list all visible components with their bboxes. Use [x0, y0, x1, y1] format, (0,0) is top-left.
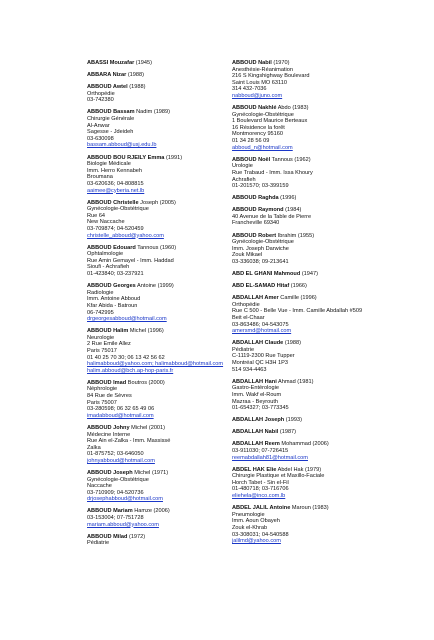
entry-detail-line: 03-863486; 04-543075 — [232, 321, 289, 328]
doctor-entry — [232, 157, 402, 190]
entry-detail-line: 84 Rue de Sèvres — [87, 393, 132, 400]
entry-detail-line: 03-709874; 04-520459 — [87, 225, 144, 232]
entry-detail-line: Gynécologie-Obstétrique — [232, 111, 294, 118]
doctor-name: ABDALLAH Hani — [232, 378, 277, 385]
entry-detail-line: Rue Trabaud - Imm. Issa Khoury — [232, 169, 313, 176]
entry-detail-line: Kfar Abida - Batroun — [87, 302, 138, 309]
doctor-entry — [232, 340, 402, 373]
entry-detail-line: Pédiatrie — [232, 346, 255, 353]
entry-header — [232, 417, 402, 424]
entry-detail-line: Al-Anwar — [87, 122, 110, 129]
doctor-name: ABBOUD Bassam — [87, 109, 135, 116]
entry-detail-line: Biologie Médicale — [87, 161, 131, 168]
doctor-name-detail: (1972) — [127, 533, 146, 540]
doctor-name: ABBOUD Georges — [87, 283, 136, 290]
entry-detail-line: Orthopédie — [232, 301, 260, 308]
email-link[interactable]: drjosephabboud@hotmail.com — [87, 496, 163, 503]
doctor-name-detail: Hamze (2006) — [132, 508, 170, 515]
entry-detail-line: 01-423840; 03-237921 — [87, 271, 144, 278]
doctor-entry — [232, 467, 402, 500]
entry-header — [232, 379, 402, 386]
entry-detail-line: Achrafieh — [232, 176, 256, 183]
entry-header — [232, 283, 402, 290]
doctor-entry — [232, 283, 402, 290]
entry-detail-line: Paris 75017 — [87, 347, 117, 354]
entry-detail-line: Imm. Aoun Obayeh — [232, 518, 280, 525]
email-link[interactable]: nabboud@juno.com — [232, 92, 283, 99]
entry-detail-line: 03-620636; 04-808815 — [87, 180, 144, 187]
entry-detail-line: Sioufi - Achrafieh — [87, 264, 130, 271]
entry-detail-line: Gynécologie-Obstétrique — [87, 206, 149, 213]
entry-detail-line: Francheville 69340 — [232, 220, 280, 227]
doctor-name: ABDEL JALIL Antoine — [232, 505, 291, 512]
entry-detail-line: Saint Louis MO 63110 — [232, 79, 287, 86]
doctor-name: ABDALLAH Amer — [232, 295, 279, 302]
entry-detail-line: Gynécologie-Obstétrique — [87, 476, 149, 483]
entry-header — [232, 340, 402, 347]
entry-detail-line: Montréal QC H3H 1P3 — [232, 360, 288, 367]
doctor-name: ABDALLAH Reem — [232, 441, 280, 448]
doctor-name: ABBOUD BOU RJEILY Emma — [87, 154, 165, 161]
entry-detail-line: Anesthésie-Réanimation — [232, 66, 293, 73]
entry-detail-line: C-1119-2300 Rue Tupper — [232, 353, 295, 360]
doctor-name-detail: Michel (1996) — [128, 328, 164, 335]
email-link[interactable]: abboud_n@hotmail.com — [232, 144, 293, 151]
entry-detail-line: Naccache — [87, 483, 112, 490]
entry-detail-line: New Naccache — [87, 219, 125, 226]
entry-detail-line: Médecine Interne — [87, 431, 131, 438]
entry-detail-line: Montmorency 95160 — [232, 131, 283, 138]
doctor-name-detail: Tannous (1960) — [135, 244, 177, 251]
doctor-name: ABBOUD Christelle — [87, 199, 139, 206]
doctor-entry — [232, 207, 402, 227]
entry-detail-line: 03-630098 — [87, 135, 114, 142]
entry-header — [232, 505, 402, 512]
doctor-entry — [232, 429, 402, 436]
email-link[interactable]: halimabboud@yahoo.com; halimabboud@hotmail.com — [87, 361, 224, 368]
doctor-entry — [232, 417, 402, 424]
entry-detail-line: 40 Avenue de la Table de Pierre — [232, 213, 312, 220]
entry-detail-line: 01-480718; 03-716706 — [232, 486, 289, 493]
entry-header — [232, 295, 402, 302]
entry-detail-line: Chirurgie Générale — [87, 116, 135, 123]
entry-detail-line: Rue Amin Gemayel - Imm. Haddad — [87, 257, 174, 264]
entry-header — [232, 105, 402, 112]
doctor-name-detail: (1970) — [271, 60, 290, 66]
entry-detail-line: Néphrologie — [87, 386, 118, 393]
doctor-name: ABBOUD Robert — [232, 232, 277, 239]
email-link[interactable]: bassam.abboud@usj.edu.lb — [87, 142, 157, 149]
entry-detail-line: 16 Résidence la forêt — [232, 124, 285, 131]
doctor-entry — [232, 105, 402, 151]
entry-detail-line: Chirurgie Plastique et Maxillo-Faciale — [232, 473, 325, 480]
entry-detail-line: 06-742995 — [87, 309, 114, 316]
email-link[interactable]: reemabdallah81@hotmail.com — [232, 454, 308, 461]
entry-detail-line: Rue C 500 - Belle Vue - Imm. Camille Abdallah #509 — [232, 308, 363, 315]
email-link[interactable]: jalilmd@yahoo.com — [232, 538, 281, 545]
doctor-entry — [232, 271, 402, 278]
doctor-name: ABBOUD Noël — [232, 156, 271, 163]
doctor-name: ABDALLAH Nabil — [232, 429, 279, 436]
doctor-name: ABDEL HAK Elie — [232, 466, 277, 473]
doctor-name-detail: (1991) — [164, 154, 183, 161]
doctor-name-detail: (1988) — [283, 340, 302, 347]
doctor-name: ABBOUD Raghda — [232, 195, 279, 202]
doctor-name-detail: (1988) — [126, 72, 144, 79]
entry-detail-line: 01 34 28 56 09 — [232, 138, 270, 145]
doctor-name-detail: Ahmad (1981) — [276, 378, 314, 385]
entry-header — [232, 467, 402, 474]
doctor-name-detail: (1966) — [289, 283, 307, 290]
entry-header — [232, 195, 402, 202]
entry-detail-line: 01-201570; 03-399159 — [232, 183, 289, 190]
doctor-name-detail: (1987) — [278, 429, 297, 436]
doctor-name: ABBOUD Edouard — [87, 244, 136, 251]
doctor-name: ABBOUD Halim — [87, 328, 129, 335]
doctor-name: ABDALLAH Claude — [232, 340, 284, 347]
entry-detail-line: Radiologie — [87, 289, 114, 296]
entry-detail-line: Neurologie — [87, 334, 115, 341]
entry-detail-line: 03-308031; 04-540588 — [232, 531, 289, 538]
entry-detail-line: Orthopédie — [87, 90, 115, 97]
entry-detail-line: 01-654327; 03-773345 — [232, 405, 289, 412]
doctor-name-detail: Maroun (1983) — [290, 505, 329, 512]
doctor-name: ABBOUD Raymond — [232, 207, 284, 214]
entry-detail-line: Zouk Mikael — [232, 252, 263, 259]
email-link[interactable]: mariam.abboud@yahoo.com — [87, 521, 159, 528]
entry-header — [232, 157, 402, 164]
entry-header — [232, 271, 402, 278]
email-link[interactable]: aaimee@cyberia.net.lb — [87, 187, 145, 194]
entry-detail-line: 03-710909; 04-520736 — [87, 489, 144, 496]
doctor-name-detail: (1996) — [278, 195, 297, 202]
doctor-name-detail: Abdel Hak (1979) — [276, 466, 322, 473]
entry-detail-line: Zouk el-Khrab — [232, 524, 268, 531]
doctor-name-detail: (1945) — [134, 60, 152, 66]
entry-header — [232, 60, 402, 67]
entry-detail-line: 01-875752; 03-646050 — [87, 451, 144, 458]
entry-detail-line: 03-280598; 06 32 65 49 06 — [87, 406, 155, 413]
entry-header — [232, 207, 402, 214]
entry-detail-line: Pédiatrie — [87, 540, 110, 547]
entry-detail-line: Mazraa - Beyrouth — [232, 398, 279, 405]
entry-detail-line: Rue Ain el-Zalka - Imm. Massissé — [87, 438, 171, 445]
doctor-name: ABASSI Mouzafar — [87, 60, 135, 66]
doctor-entry — [232, 441, 402, 461]
doctor-name-detail: Ibrahim (1955) — [276, 232, 315, 239]
doctor-name-detail: Mohammad (2006) — [279, 441, 329, 448]
entry-header — [232, 233, 402, 240]
email-link[interactable]: imadabboud@hotmail.com — [87, 412, 154, 419]
doctor-name-detail: (1947) — [300, 271, 318, 278]
entry-detail-line: 03-911030; 07-726415 — [232, 448, 289, 454]
doctor-name-detail: Tannous (1962) — [270, 156, 311, 163]
entry-detail-line: 216 S Kingshighway Boulevard — [232, 73, 310, 80]
entry-detail-line: 314 432-7036 — [232, 86, 267, 93]
doctor-name: ABBOUD Milad — [87, 533, 128, 540]
email-link[interactable]: eliehela@inco.com.lb — [232, 493, 286, 500]
email-link[interactable]: johnyabboud@hotmail.com — [87, 457, 155, 464]
doctor-entry — [232, 233, 402, 266]
doctor-name: ABBOUD Mariam — [87, 508, 133, 515]
entry-detail-line: Pneumologie — [232, 511, 265, 518]
doctor-name-detail: Nadim (1989) — [134, 109, 171, 116]
entry-header — [232, 429, 402, 436]
entry-detail-line: Urologie — [232, 163, 253, 170]
doctor-name: ABBOUD Joseph — [87, 469, 133, 476]
entry-detail-line: Gynécologie-Obstétrique — [232, 239, 294, 246]
doctor-entry — [232, 295, 402, 335]
entry-detail-line: 1 Boulevard Maurice Berteaux — [232, 118, 308, 125]
entry-detail-line: Beit el-Chaar — [232, 315, 265, 321]
doctor-entry — [232, 60, 402, 100]
entry-detail-line: 03-336038; 09-213641 — [232, 258, 289, 265]
doctor-entry — [232, 505, 402, 545]
entry-detail-line: Imm. Herro Kennabeh — [87, 167, 143, 174]
doctor-name: ABBOUD Nakhlé — [232, 105, 277, 112]
doctor-name: ABBOUD Nabil — [232, 60, 272, 66]
email-link[interactable]: drgeorgesabboud@hotmail.com — [87, 316, 167, 323]
entry-detail-line: Imm. Wakf el-Roum — [232, 391, 282, 398]
entry-detail-line: 03-153004; 07-751728 — [87, 515, 144, 522]
entry-detail-line: Gastro-Entérologie — [232, 385, 279, 392]
doctor-name-detail: Camille (1996) — [278, 295, 317, 302]
doctor-name-detail: Antoine (1999) — [135, 283, 174, 290]
doctor-entry — [232, 195, 402, 202]
doctor-name: ABBARA Nizar — [87, 72, 127, 79]
entry-detail-line: Imm. Joseph Darwiche — [232, 245, 289, 252]
doctor-name-detail: Michel (1971) — [132, 469, 169, 476]
entry-detail-line: 2 Rue Emile Allez — [87, 341, 131, 348]
entry-detail-line: Ophtalmologie — [87, 251, 124, 258]
doctor-name: ABBOUD Imad — [87, 379, 127, 386]
email-link[interactable]: christelle_abboud@yahoo.com — [87, 232, 164, 239]
entry-detail-line: 03-742380 — [87, 97, 114, 104]
doctor-name: ABBOUD Awtel — [87, 84, 128, 91]
doctor-name: ABDALLAH Joseph — [232, 417, 285, 424]
email-link[interactable]: halim.abboud@bch.ap-hop-paris.fr — [87, 367, 174, 374]
entry-detail-line: Broumana — [87, 174, 113, 181]
doctor-name-detail: (1984) — [283, 207, 302, 214]
doctor-entry — [232, 379, 402, 412]
doctor-name-detail: Abdo (1983) — [276, 105, 309, 112]
doctor-name: ABBOUD Johny — [87, 424, 130, 431]
email-link[interactable]: amersmd@hotmail.com — [232, 328, 292, 335]
entry-header — [232, 441, 402, 448]
right-column — [232, 60, 402, 550]
doctor-name: ABD EL-SAMAD Hitaf — [232, 283, 290, 290]
entry-detail-line: Imm. Antoine Abboud — [87, 296, 141, 303]
doctor-name-detail: (1988) — [127, 84, 146, 91]
doctor-name-detail: Joseph (2005) — [138, 199, 176, 206]
doctor-name: ABD EL GHANI Mahmoud — [232, 271, 301, 278]
entry-detail-line: Rue 64 — [87, 212, 106, 219]
entry-detail-line: Horch Tabet - Sin el-Fil — [232, 479, 289, 486]
entry-detail-line: Zalka — [87, 444, 101, 451]
doctor-name-detail: Michel (2001) — [129, 424, 166, 431]
entry-detail-line: 514 934-4463 — [232, 366, 267, 373]
doctor-name-detail: Boutros (2000) — [126, 379, 165, 386]
doctor-name-detail: (1993) — [284, 417, 302, 424]
entry-detail-line: Paris 75007 — [87, 399, 117, 406]
entry-detail-line: 01 40 25 70 30; 06 13 42 56 62 — [87, 354, 165, 361]
entry-detail-line: Sagesse - Jdeideh — [87, 129, 134, 136]
